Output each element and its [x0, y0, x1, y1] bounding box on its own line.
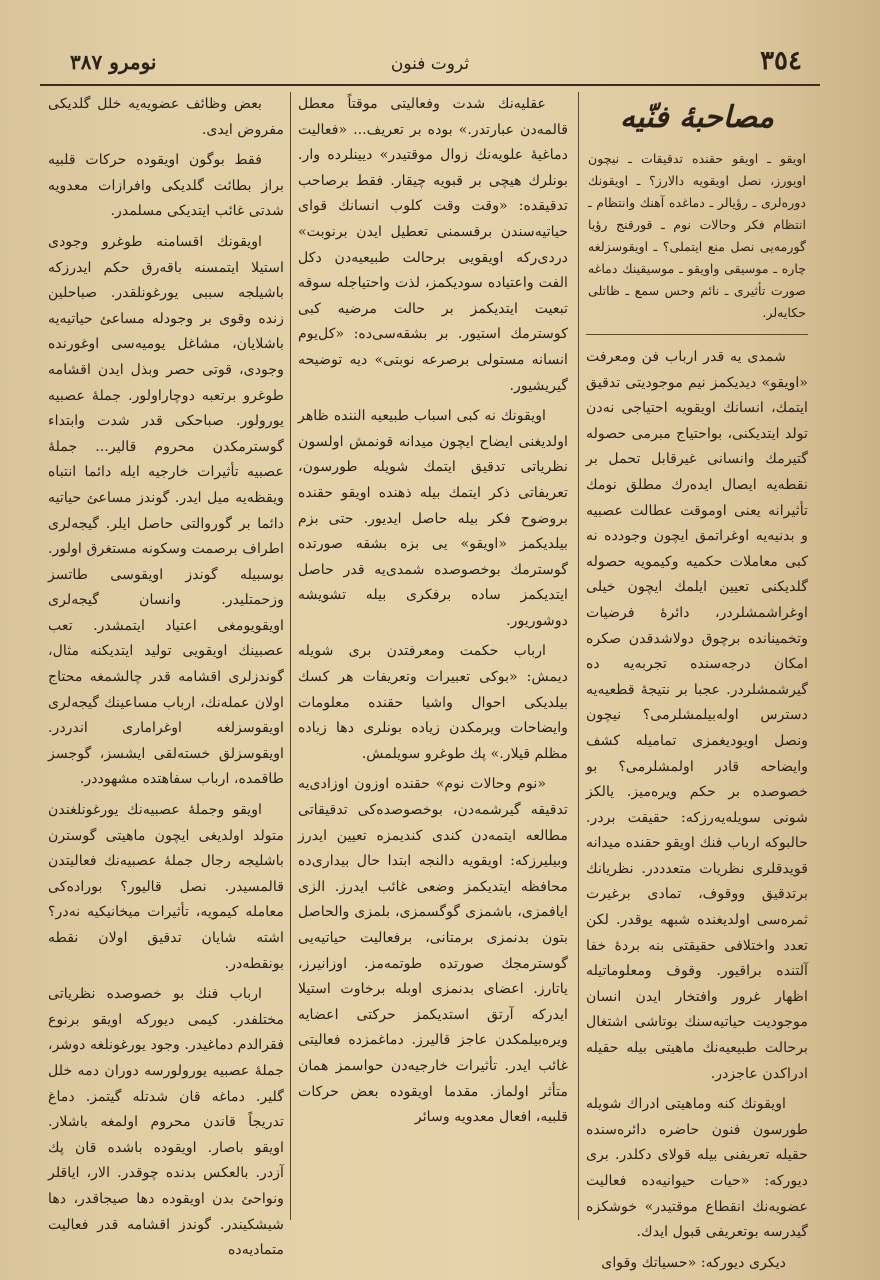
issue-number: نومرو ٣٨٧ [70, 50, 157, 74]
column-right [586, 92, 808, 1271]
article-summary [586, 148, 808, 335]
summary-text: اويقو ـ اويقو حقنده تدقيقات ـ نيچون اويورز، نصل اويقويه دالارز؟ ـ اويقونك دوره‌لرى ـ رؤيالر ـ دماغده آهنك وانتظام ـ انتظام فكر وحالات نوم ـ قورقنج رؤيا گورمه‌يى نصل منع ايتملى؟ ـ اويقوسزلغه چاره ـ موسيقى واويقو ـ موسيقينك دماغه صورت تأثيرى ـ نائم وحس سمع ـ ظاتلى حكايه‌لر. [588, 151, 806, 320]
page-number: ٣٥٤ [760, 46, 802, 76]
paragraph: بعض وظائف عضويه‌يه خلل گلديكى مفروض ايدى. [48, 96, 284, 138]
paragraph: «نوم وحالات نوم» حقنده اوزون اوزادى‌يه تدقيقه گيرشمه‌دن، بوخصوصده‌كى تدقيقاتى مطالعه ايتمه‌دن كندى كنديمزه تعيين ايدرز وبيليرزكه: اويقويه دالنجه ابتدا حال بيدارى‌ده محافظه ايتديكمز وضعى غائب ايدرز. الزى ايافمزى، باشمزى گوگسمزى، بلمزى والحاصل بتون بدنمزى برمتانى، برفعاليت حياتيه‌يى گوسترمجك صورتده طوتمه‌مز. اوزانيرز، ياتارز. اعضاى بدنمزى اوبله برخاوت استيلا ايدركه آرتق استديكمز حركتى اعضايه ويره‌بيلمكدن عاجز قاليرز. دماغمزده فعاليتى غائب ايدر. تأثيرات خارجيه‌دن حواسمز همان متأثر اولماز. مقدما اويقوده بعض حركات قلبيه، افعال معدويه وسائر [298, 776, 568, 1126]
column-divider [578, 92, 579, 1220]
paragraph: ارباب فنك بو خصوصده نظرياتى مختلفدر. كيمى ديوركه اويقو برنوع فقرالدم دماغيدر. وجود يورغونلغه دوشر، جملۀ عصبيه يورولورسه دوران دمه خلل گلير. دماغه قان شدتله گيتمز. دماغ تدريجاً قاندن محروم اولمغه باشلار. اويقو باصار. اويقوده باشده قان پك آزدر. بالعكس بدنده چوقدر. الار، اياقلر ونواحئ بدن اويقوده دها صيجاقدر، دها شيشكيندر. گوندز اقشامه قدر فعاليت متماديه‌ده [48, 986, 284, 1259]
column-divider [290, 92, 291, 1220]
column-left [48, 92, 284, 1259]
paragraph: عقليه‌نك شدت وفعاليتى موقتاً معطل قالمه‌دن عبارتدر.» بوده بر تعريف... «فعاليت دماغيۀ علويه‌نك زوال موقتيدر» ديينلرده وار. بونلرك هيچى بر قبويه چيقار. فقط برصاحب تدقيقده: «وقت وقت كلوب انسانك قواى حياتيه‌سندن برقسمنى تعطيل ايدن برنوبت» دردى‌ركه اويقويى برحالت طبيعيه‌دن دكل الفت واعتياده سوديكمز، لذت واحتياجله سوقه تبعيت ايتديكمز بر حالت مرضيه كبى كوسترمك استيور. بر بشقه‌سى‌ده: «كل‌يوم انسانه مستولى برصرعه نوبتى» ديه توضيحه گيريشيور. [298, 96, 568, 394]
paragraph: اويقونك نه كبى اسباب طبيعيه الننده ظاهر اولديغنى ايضاح ايچون ميدانه قونمش اولسون نظرياتى تدقيق ايتمك شويله طورسون، تعريفاتى ذكر ايتمك بيله ذهنده اويقو حقنده بروضوح فكر بيله حاصل ايديور. حتى بزم بيلديكمز «اويقو» يى بزه بشقه صورتده گوسترمك بوخصوصده شمدى‌يه قدر حاصل ايتديكمز ساده برفكرى بيله تشويشه دوشوريور. [298, 408, 568, 629]
paragraph: ديكرى ديوركه: «حسياتك وقواى [601, 1254, 786, 1271]
paragraph: اويقونك كنه وماهيتى ادراك شويله طورسون فنون حاضره دائره‌سنده حقيله تعريفنى بيله قولاى دكلدر. برى ديوركه: «حيات حيوانيه‌ده فعاليت عضويه‌نك انقطاع موقتيدر» خوشكزه گيدرسه بوتعريفى قبول ايدك. [586, 1096, 808, 1241]
article-title: مصاحبۀ فنّیه [620, 100, 774, 135]
paragraph: شمدى يه قدر ارباب فن ومعرفت «اويقو» ديديكمز نيم موجوديتى تدقيق ايتمك، انسانك اويقويه احتياجى نه‌دن تولد ايتديكنى، بواحتياج مبرمى حصوله گتيرمك وانسانى غيرقابل تحمل بر نقطه‌يه ايصال ايده‌رك مطلق نومك تأثيرانه يعنى اوموقت عطالت عصبيه و بدنيه‌يه اوغراتمق ايچون وجودده نه كبى معاملات حكميه وكيمويه حصوله گلديكنى تعيين ايلمك ايچون خيلى اوغراشمشلردر، دائرۀ فرضيات وتخمينانده برچوق دولاشدقدن صكره امكان درجه‌سنده تجربه‌يه ده گيرشمشلردر. عجبا بر نتيجۀ قطعيه‌يه دسترس اوله‌بيلمشلرمى؟ نيچون ونصل اويوديغمزى تماميله كشف وايضاحه قادر اولمشلرمى؟ بو خصوصده بر حكم ويره‌ميز. يالكز شونى سويله‌يه‌رزكه: حقيقت بردر. حالبوكه ارباب فنك اويقو حقنده ميدانه قويدقلرى نظريات متعدددر. نظريانك برتدقيق ووقوف، تمادى برغيرت ثمره‌سى اولديغنده شبهه يوقدر. لكن تعدد واختلافى حقيقتى بنه بردۀ خفا آلتنده براقيور. وقوف ومعلوماتيله اظهار غرور وافتخار ايدن انسان موجوديت حياتيه‌سنك بوتاشى اشتغال برحالت طبيعيه‌نك ماهيتى بيله حقيله ادراكدن عاجزدر. [586, 349, 808, 1082]
paragraph: ارباب حكمت ومعرفتدن برى شويله ديمش: «بوكى تعبيرات وتعريفات هر كسك بيلديكى احوال واشيا حقنده معلومات وايضاحات ويرمكدن زياده بونلرى دها زياده مظلم قيلار.» پك طوغرو سويلمش. [298, 643, 568, 762]
paragraph: اويقو وجملۀ عصبيه‌نك يورغونلغندن متولد اولديغى ايچون ماهيتى گوسترن باشليجه رجال جملۀ عصبيه‌نك فعاليتدن قالمسيدر. نصل قاليور؟ بوراده‌كى معامله كيمويه، تأثيرات ميخانيكيه نه‌در؟ اشته شايان تدقيق اولان نقطه بونقطه‌در. [48, 802, 284, 972]
column-middle [298, 92, 568, 1220]
page-header [40, 44, 820, 86]
paragraph: فقط بوگون اويقوده حركات قلبيه براز بطائت گلديكى وافرازات معدويه شدتى غائب ايتديكى مسلمدر. [48, 152, 284, 220]
journal-title: ثروت فنون [390, 54, 470, 74]
paragraph: اويقونك اقسامنه طوغرو وجودى استيلا ايتمسنه باقه‌رق حكم ايدرزكه باشيلجه سببى يورغونلقدر. صباحلين زنده وقوى بر وجودله مساعئ حياتيه‌يه باشلايان، مشاغل يوميه‌سى اوغورنده وجودى، قوتى حصر وبذل ايدن اقشامه طوغرو برتعبه دوچاراولور. جملۀ عصبيه يورولور. صباحكى قدر شدت وابتداء گوسترمكدن محروم قالير... جملۀ عصبيه تأثيرات خارجيه ايله دائما انتباه ويقظه‌يه ميل ايدر. گوندز مساعئ حياتيه دائما بر گوروالتى حاصل ايلر. گيجه‌لرى اطراف برصمت وسكونه مستغرق اولور. بوسبيله گوندز اويقوسى طاتسز وزحمتليدر. وانسان گيجه‌لرى اويقويومغى اعتياد ايتمشدر. تعب عصبينك اويقويى توليد ايتديكنه مثال، گوندزلرى اقشامه قدر چالشمغه محتاج اولان عمله‌نك، ارباب مساعينك گيجه‌لرى اويقوسزلغه اوغرامارى اندردر. اويقوسزلق خسته‌لقى ايشسز، گوجسز طاقمده، ارباب سفاهتده مشهوددر. [48, 233, 284, 788]
